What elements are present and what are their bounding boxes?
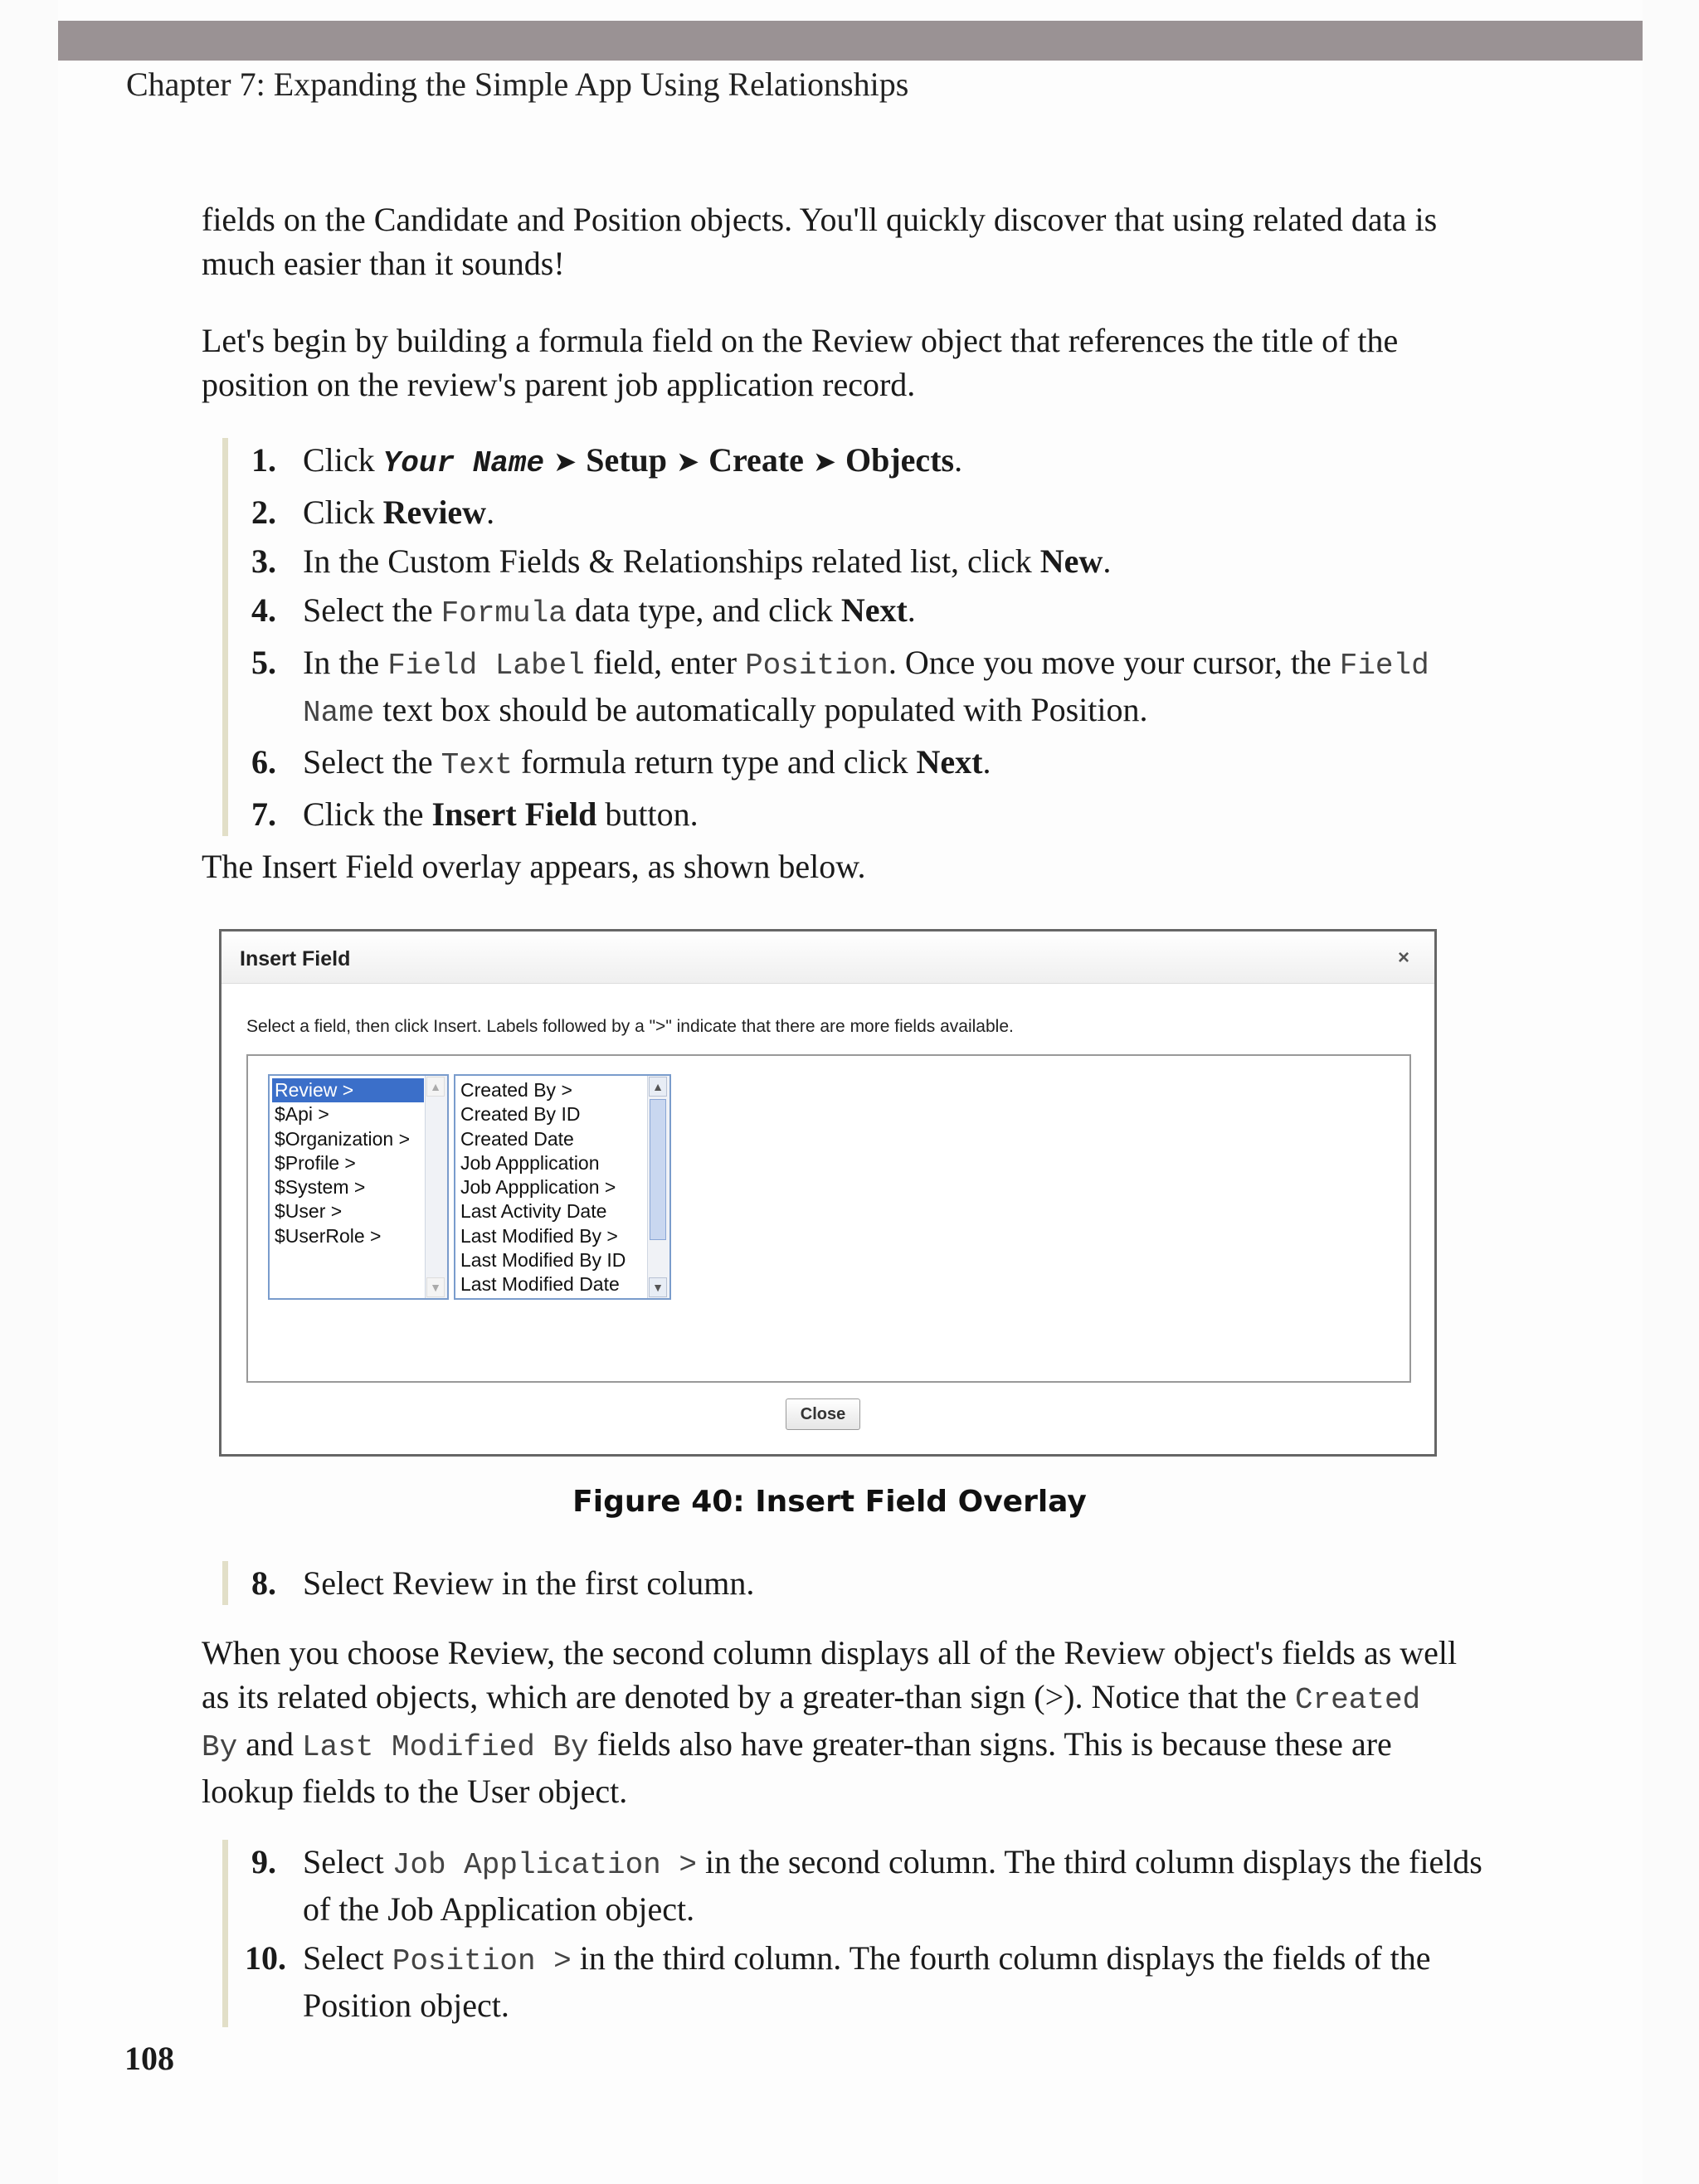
field-list-column-1[interactable] — [268, 1074, 449, 1300]
scroll-up-icon[interactable]: ▲ — [426, 1077, 445, 1097]
step-5: 5. In the Field Label field, enter Position. Once you move your cursor, the Field Name text box should be automatically populated with Position. — [251, 644, 1429, 730]
list-item[interactable]: $Organization > — [275, 1127, 411, 1150]
step-4: 4. Select the Formula data type, and click Next. — [251, 591, 916, 630]
step-3: 3. In the Custom Fields & Relationships related list, click New. — [251, 542, 1112, 580]
intro-paragraph-1: fields on the Candidate and Position objects. You'll quickly discover that using related data is much easier than it sounds! — [202, 201, 1438, 282]
list-item[interactable]: Job Appplication — [460, 1151, 600, 1174]
insert-field-dialog — [219, 929, 1437, 1457]
steps-list-2 — [222, 1561, 1489, 1605]
list-item[interactable]: $System > — [275, 1176, 366, 1199]
step-6: 6. Select the Text formula return type and click Next. — [251, 743, 991, 782]
list-item[interactable]: Last Activity Date — [460, 1200, 607, 1223]
figure-caption: Figure 40: Insert Field Overlay — [572, 1485, 1087, 1519]
list-item[interactable]: Last Modified By > — [460, 1224, 618, 1247]
overlay-intro: The Insert Field overlay appears, as shown below. — [202, 848, 866, 885]
scroll-up-icon[interactable]: ▲ — [649, 1077, 667, 1097]
code-your-name: Your Name — [382, 446, 545, 480]
list-item[interactable]: $User > — [275, 1200, 343, 1223]
step-10: 10. Select Position > in the third column. The fourth column displays the fields of the Position object. — [245, 1939, 1431, 2024]
scroll-down-icon[interactable]: ▼ — [426, 1277, 445, 1297]
intro-paragraph-2: Let's begin by building a formula field on the Review object that references the title of the position on the review's parent job application record. — [202, 322, 1399, 403]
step-9: 9. Select Job Application > in the second column. The third column displays the fields of the Job Application object. — [251, 1843, 1482, 1928]
dialog-header — [222, 931, 1434, 984]
step-1: 1. Click Your Name ➤ Setup ➤ Create ➤ Objects. — [251, 441, 963, 480]
list-item[interactable]: Last Modified By ID — [460, 1249, 626, 1272]
header-bar — [58, 21, 1643, 61]
list-item[interactable]: $Profile > — [275, 1151, 356, 1174]
scrollbar[interactable] — [647, 1076, 669, 1298]
close-icon[interactable]: × — [1397, 946, 1409, 969]
dialog-instruction: Select a field, then click Insert. Labels followed by a ">" indicate that there are more fields available. — [246, 1017, 1014, 1036]
list-item[interactable]: Created By ID — [460, 1103, 581, 1126]
list-item[interactable]: Created By > — [460, 1079, 572, 1101]
steps-list-1 — [222, 438, 1489, 836]
list-item[interactable]: Review > — [272, 1078, 424, 1102]
dialog-title: Insert Field — [240, 947, 351, 970]
close-button[interactable]: Close — [786, 1398, 860, 1430]
steps-list-3 — [222, 1840, 1489, 2027]
chapter-title: Chapter 7: Expanding the Simple App Using Relationships — [126, 66, 909, 103]
scroll-thumb[interactable] — [650, 1099, 666, 1240]
review-paragraph: When you choose Review, the second column displays all of the Review object's fields as well as its related objects, which are denoted by a greater-than sign (>). Notice that the Created By and Last Modified By fields also have greater-than signs. This is because these are lookup fields to the User object. — [202, 1634, 1458, 1810]
list-item[interactable]: Job Appplication > — [460, 1176, 616, 1199]
field-picker-frame — [246, 1054, 1411, 1383]
step-7: 7. Click the Insert Field button. — [251, 795, 699, 833]
list-item[interactable]: $UserRole > — [275, 1224, 382, 1247]
step-8: 8. Select Review in the first column. — [251, 1564, 755, 1602]
scroll-down-icon[interactable]: ▼ — [649, 1277, 667, 1297]
list-item[interactable]: $Api > — [275, 1103, 329, 1126]
field-list-column-2[interactable] — [454, 1074, 671, 1300]
page-number: 108 — [124, 2040, 174, 2077]
scrollbar[interactable] — [425, 1076, 447, 1298]
list-item[interactable]: Created Date — [460, 1127, 574, 1150]
list-item[interactable]: Last Modified Date — [460, 1273, 620, 1296]
step-2: 2. Click Review. — [251, 494, 495, 531]
